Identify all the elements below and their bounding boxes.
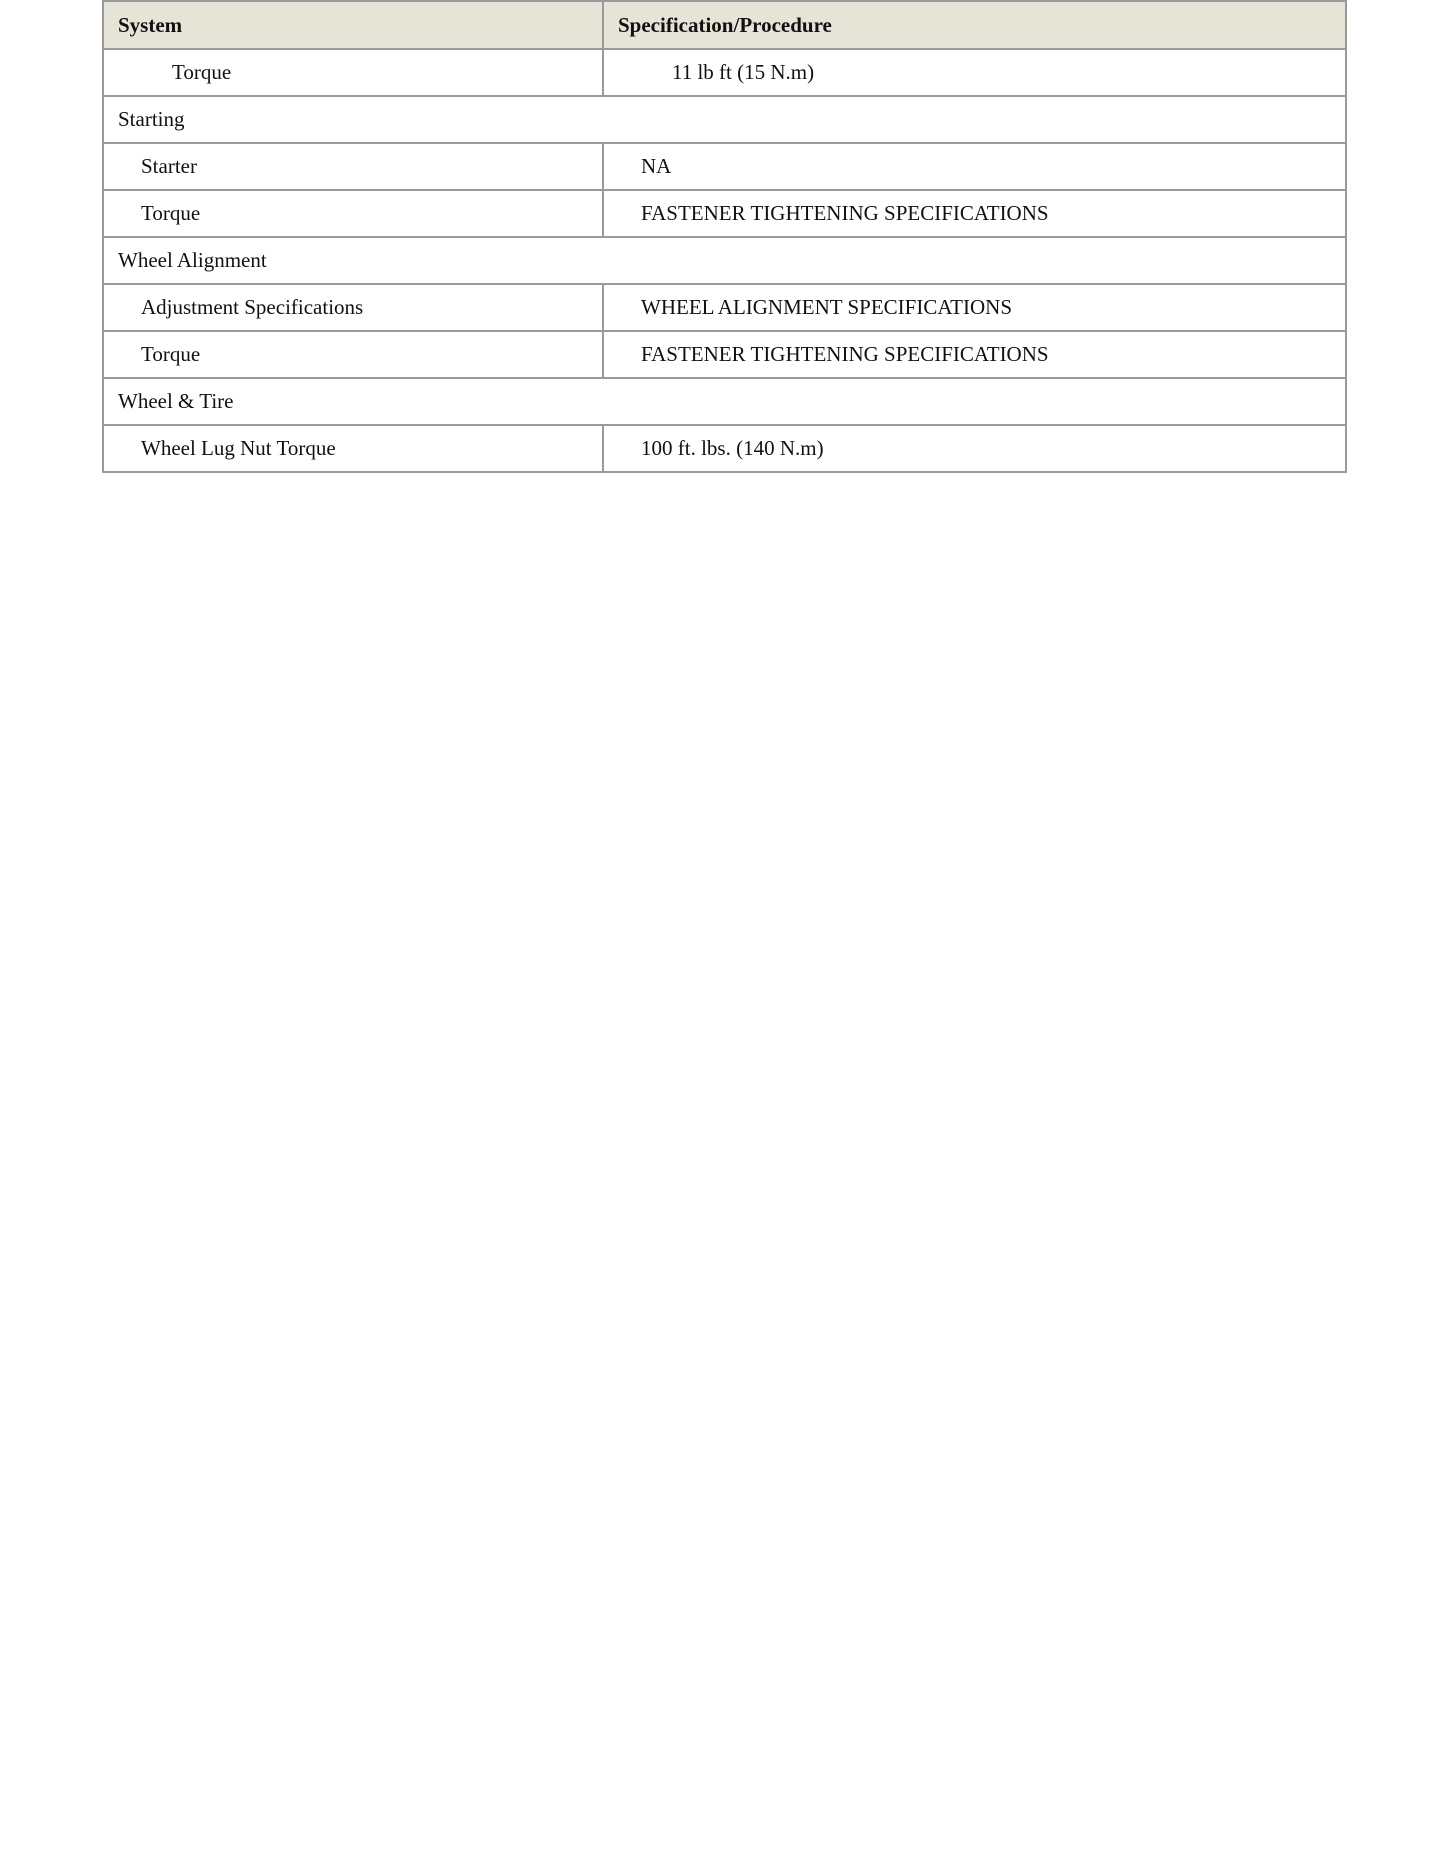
table-row [103,425,1346,472]
procedure-cell: 11 lb ft (15 N.m) [603,49,1346,96]
table-row [103,143,1346,190]
procedure-cell: NA [603,143,1346,190]
specification-table [102,0,1347,473]
section-row [103,96,1346,143]
table-row [103,331,1346,378]
section-heading: Wheel Alignment [103,237,1346,284]
table-row [103,284,1346,331]
section-heading: Starting [103,96,1346,143]
header-procedure: Specification/Procedure [603,1,1346,49]
table-row [103,190,1346,237]
table-row [103,49,1346,96]
section-row [103,378,1346,425]
procedure-cell: FASTENER TIGHTENING SPECIFICATIONS [603,331,1346,378]
procedure-cell: FASTENER TIGHTENING SPECIFICATIONS [603,190,1346,237]
section-heading: Wheel & Tire [103,378,1346,425]
system-cell: Adjustment Specifications [103,284,603,331]
header-system: System [103,1,603,49]
system-cell: Torque [103,190,603,237]
system-cell: Torque [103,331,603,378]
table-header-row [103,1,1346,49]
system-cell: Torque [103,49,603,96]
procedure-cell: 100 ft. lbs. (140 N.m) [603,425,1346,472]
procedure-cell: WHEEL ALIGNMENT SPECIFICATIONS [603,284,1346,331]
system-cell: Wheel Lug Nut Torque [103,425,603,472]
section-row [103,237,1346,284]
system-cell: Starter [103,143,603,190]
